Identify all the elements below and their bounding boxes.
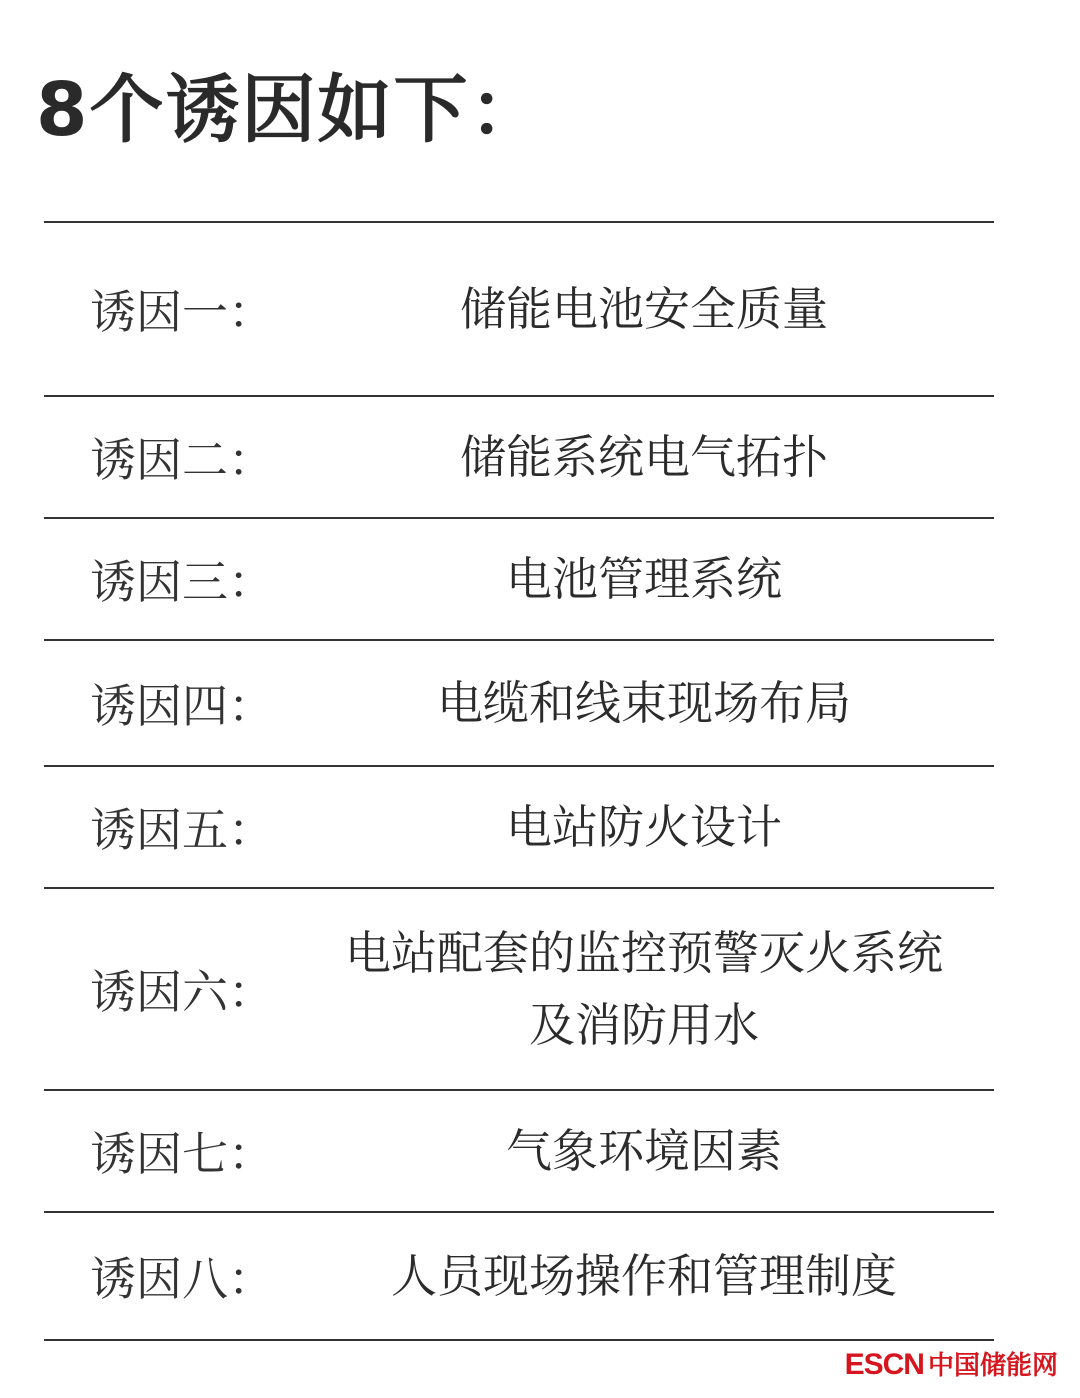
cause-value: 电站防火设计 [506,800,782,854]
table-row [44,767,994,889]
cause-value: 储能系统电气拓扑 [460,430,828,484]
logo-en: ESCN [844,1348,924,1381]
page-title: 8个诱因如下： [36,67,546,153]
table-row [44,641,994,767]
table-row [44,519,994,641]
cause-value: 储能电池安全质量 [460,282,828,336]
table-row [44,889,994,1091]
cause-label: 诱因七： [90,1127,274,1181]
cause-value: 气象环境因素 [506,1124,782,1178]
table-row [44,223,994,397]
cause-value: 电池管理系统 [506,552,782,606]
causes-table [44,221,994,1341]
cause-label: 诱因八： [90,1252,274,1306]
cause-label: 诱因一： [90,285,274,339]
cause-label: 诱因五： [90,803,274,857]
cause-value-line: 及消防用水 [529,998,759,1052]
logo-cn: 中国储能网 [927,1350,1058,1380]
cause-value: 电缆和线束现场布局 [437,676,851,730]
table-row [44,1091,994,1213]
escn-watermark-logo [845,1350,1058,1380]
cause-value-line: 电站配套的监控预警灭火系统 [345,926,943,980]
table-row [44,397,994,519]
cause-label: 诱因三： [90,555,274,609]
cause-label: 诱因四： [90,679,274,733]
table-row [44,1213,994,1341]
cause-label: 诱因二： [90,433,274,487]
cause-value: 人员现场操作和管理制度 [391,1249,897,1303]
cause-label: 诱因六： [90,965,274,1019]
cause-value [304,917,994,1061]
